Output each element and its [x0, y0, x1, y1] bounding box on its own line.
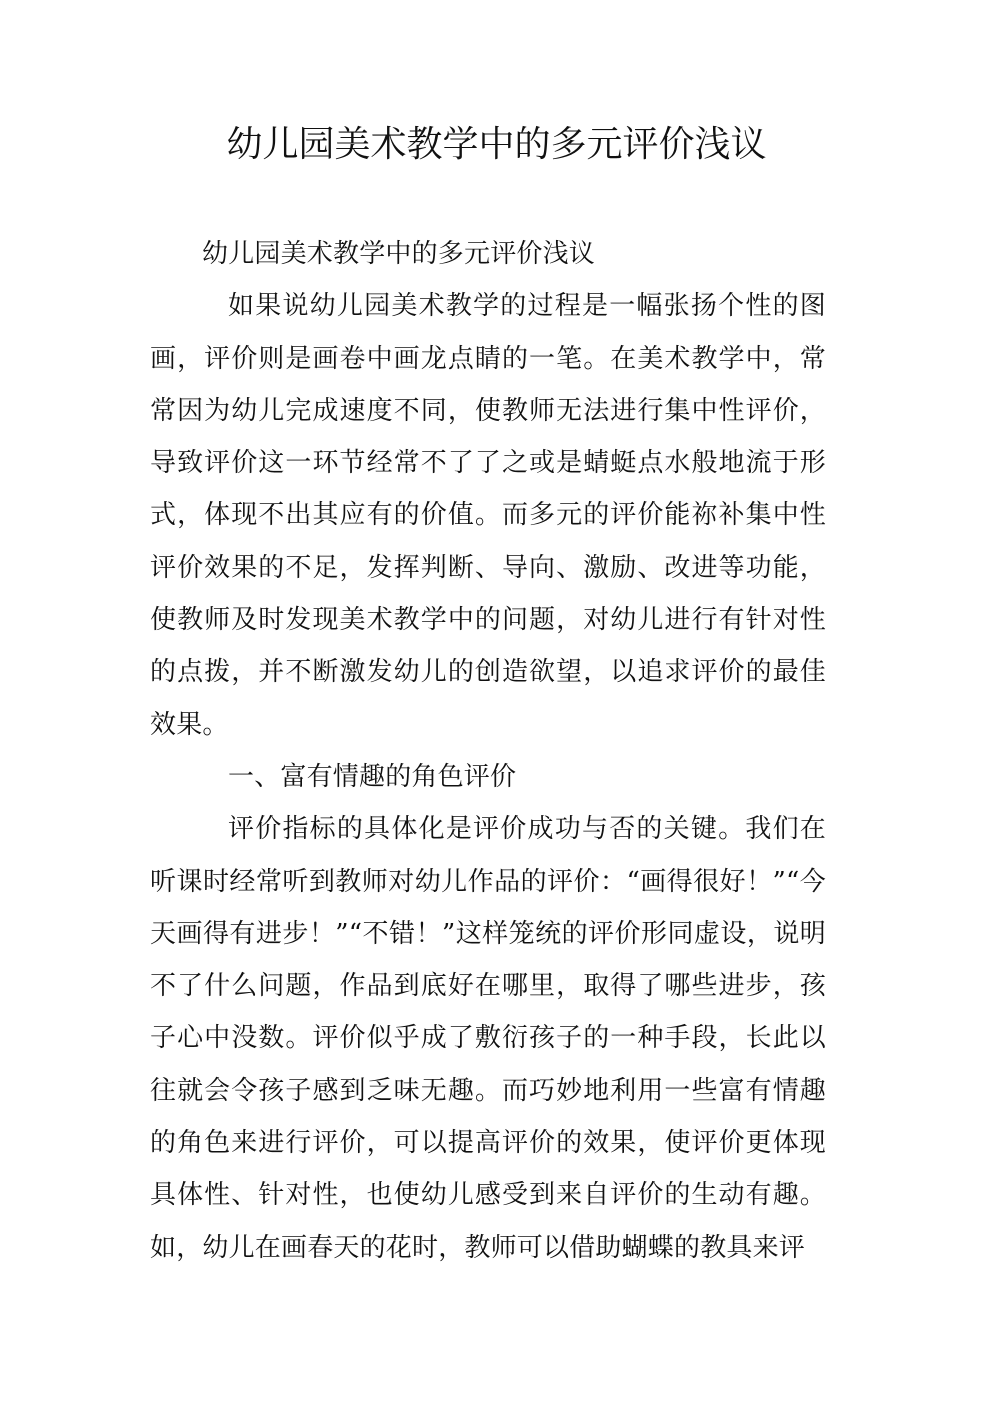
subtitle-paragraph: 幼儿园美术教学中的多元评价浅议	[202, 239, 596, 269]
section-paragraph: 评价指标的具体化是评价成功与否的关键。我们在听课时经常听到教师对幼儿作品的评价：“画得很好！”“今天画得有进步！”“不错！”这样笼统的评价形同虚设，说明不了什么问题，作品到底好在哪里，取得了哪些进步，孩子心中没数。评价似乎成了敷衍孩子的一种手段，长此以往就会令孩子感到乏味无趣。而巧妙地利用一些富有情趣的角色来进行评价，可以提高评价的效果，使评价更体现具体性、针对性，也使幼儿感受到来自评价的生动有趣。如，幼儿在画春天的花时，教师可以借助蝴蝶的教具来评	[150, 814, 826, 1263]
document-body	[150, 228, 826, 1274]
intro-paragraph: 如果说幼儿园美术教学的过程是一幅张扬个性的图画，评价则是画卷中画龙点睛的一笔。在美术教学中，常常因为幼儿完成速度不同，使教师无法进行集中性评价，导致评价这一环节经常不了了之或是蜻蜓点水般地流于形式，体现不出其应有的价值。而多元的评价能祢补集中性评价效果的不足，发挥判断、导向、激励、改进等功能，使教师及时发现美术教学中的问题，对幼儿进行有针对性的点拨，并不断激发幼儿的创造欲望，以追求评价的最佳效果。	[150, 291, 826, 740]
section-heading: 一、富有情趣的角色评价	[228, 761, 517, 792]
document-title: 幼儿园美术教学中的多元评价浅议	[226, 124, 767, 165]
